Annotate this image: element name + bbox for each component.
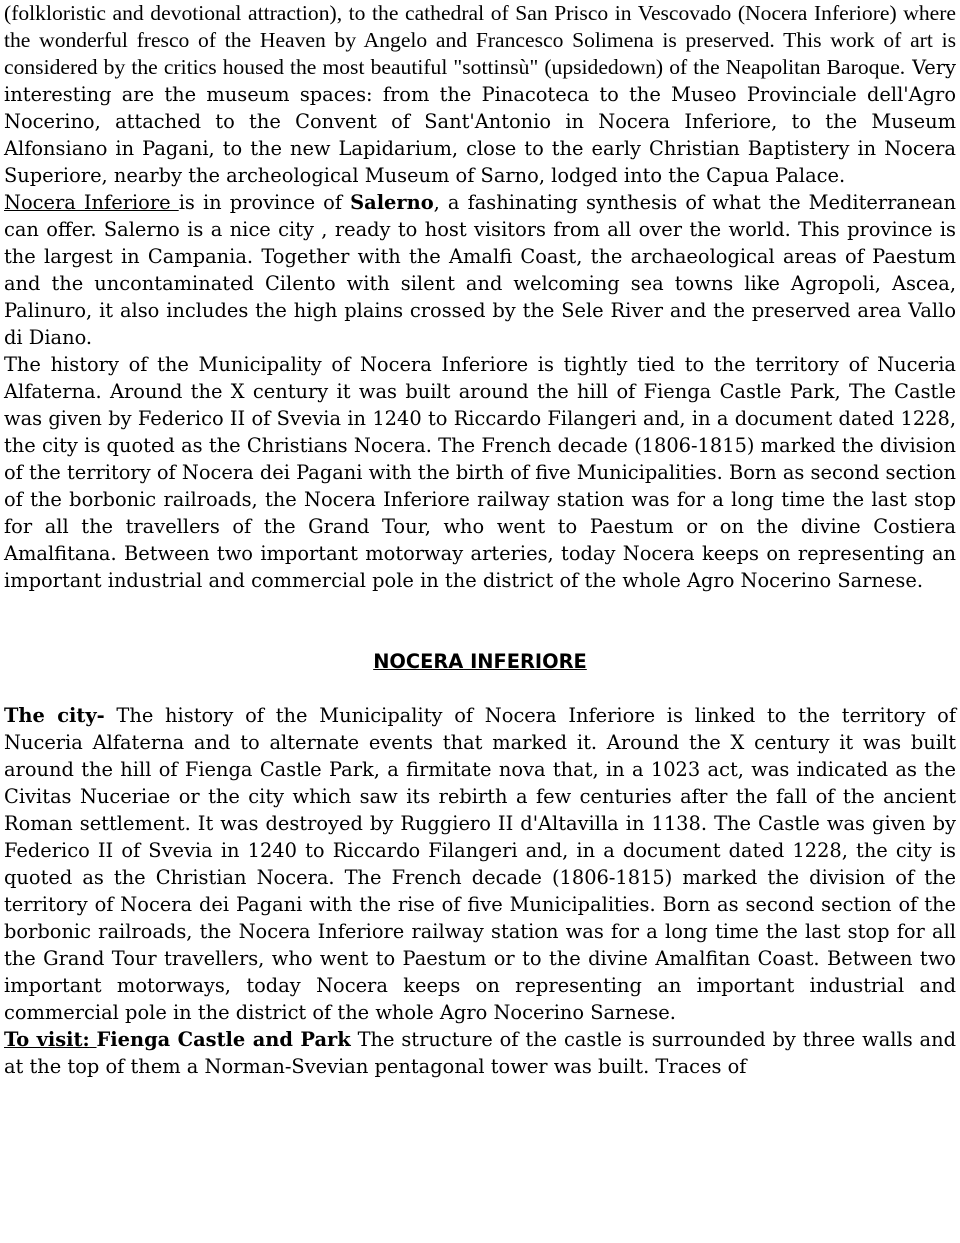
paragraph-the-city-text: The history of the Municipality of Nocera Inferiore is linked to the territory of Nuceria Alfaterna and to alternate events that marked it. Around the X century it was built around the hill of Fienga Castle Park, a firmitate nova that, in a 1023 act, was indicated as the Civitas Nuceriae or the city which saw its rebirth a few centuries after the fall of the ancient Roman settlement. It was destroyed by Ruggiero II d'Altavilla in 1138. The Castle was given by Federico II of Svevia in 1240 to Riccardo Filangeri and, in a document dated 1228, the city is quoted as the Christian Nocera. The French decade (1806-1815) marked the division of the territory of Nocera dei Pagani with the rise of five Municipalities. Born as second section of the borbonic railroads, the Nocera Inferiore railway station was for a long time the last stop for all the Grand Tour travellers, who went to Paestum or to the divine Amalfitan Coast. Between two important motorways, today Nocera keeps on representing an important industrial and commercial pole in the district of the whole Agro Nocerino Sarnese. xyxy=(4,704,956,1024)
paragraph-to-visit-text: The structure of the castle is surrounded by three walls and at the top of them a Norman-Svevian pentagonal tower was built. Traces of xyxy=(4,1028,956,1078)
spacer xyxy=(4,594,956,648)
to-visit-space xyxy=(90,1028,97,1051)
paragraph-the-city xyxy=(4,702,956,1026)
the-city-label: The city- xyxy=(4,704,105,727)
fienga-castle-title: Fienga Castle and Park xyxy=(96,1028,351,1051)
paragraph-salerno-text-b: , a fashinating synthesis of what the Mediterranean can offer. Salerno is a nice city , ready to host visitors from all over the world. This province is the largest in Campania. Together with the Amalfi Coast, the archaeological areas of Paestum and the uncontaminated Cilento with silent and welcoming sea towns like Agropoli, Ascea, Palinuro, it also includes the high plains crossed by the Sele River and the preserved area Vallo di Diano. xyxy=(4,191,957,349)
spacer xyxy=(4,675,956,702)
paragraph-cathedral-text: (folkloristic and devotional attraction), to the cathedral of San Prisco in Vescovado (Nocera Inferiore) where the wonderful fresco of the Heaven by Angelo and Francesco Solimena is preserved. This work of art is considered by the critics housed the most beautiful "sottinsù" (upsidedown) of the Neapolitan Baroque. xyxy=(4,1,956,79)
paragraph-history: The history of the Municipality of Nocera Inferiore is tightly tied to the territory of Nuceria Alfaterna. Around the X century it was built around the hill of Fienga Castle Park, The Castle was given by Federico II of Svevia in 1240 to Riccardo Filangeri and, in a document dated 1228, the city is quoted as the Christians Nocera. The French decade (1806-1815) marked the division of the territory of Nocera dei Pagani with the birth of five Municipalities. Born as second section of the borbonic railroads, the Nocera Inferiore railway station was for a long time the last stop for all the travellers of the Grand Tour, who went to Paestum or on the divine Costiera Amalfitana. Between two important motorway arteries, today Nocera keeps on representing an important industrial and commercial pole in the district of the whole Agro Nocerino Sarnese. xyxy=(4,353,956,592)
section-heading: NOCERA INFERIORE xyxy=(373,650,587,673)
paragraph-salerno xyxy=(4,189,956,351)
to-visit-label: To visit: xyxy=(4,1028,90,1051)
nocera-inferiore-link[interactable]: Nocera Inferiore xyxy=(4,191,179,214)
paragraph-salerno-text-a: is in province of xyxy=(178,191,351,214)
paragraph-museums-text: Very interesting are the museum spaces: from the Pinacoteca to the Museo Provinciale dell'Agro Nocerino, attached to the Convent of Sant'Antonio in Nocera Inferiore, to the Museum Alfonsiano in Pagani, to the new Lapidarium, close to the early Christian Baptistery in Nocera Superiore, nearby the archeological Museum of Sarno, lodged into the Capua Palace. xyxy=(4,56,956,187)
salerno-bold: Salerno xyxy=(350,191,434,214)
paragraph-to-visit xyxy=(4,1026,956,1080)
paragraph-cathedral-museums xyxy=(4,0,956,189)
